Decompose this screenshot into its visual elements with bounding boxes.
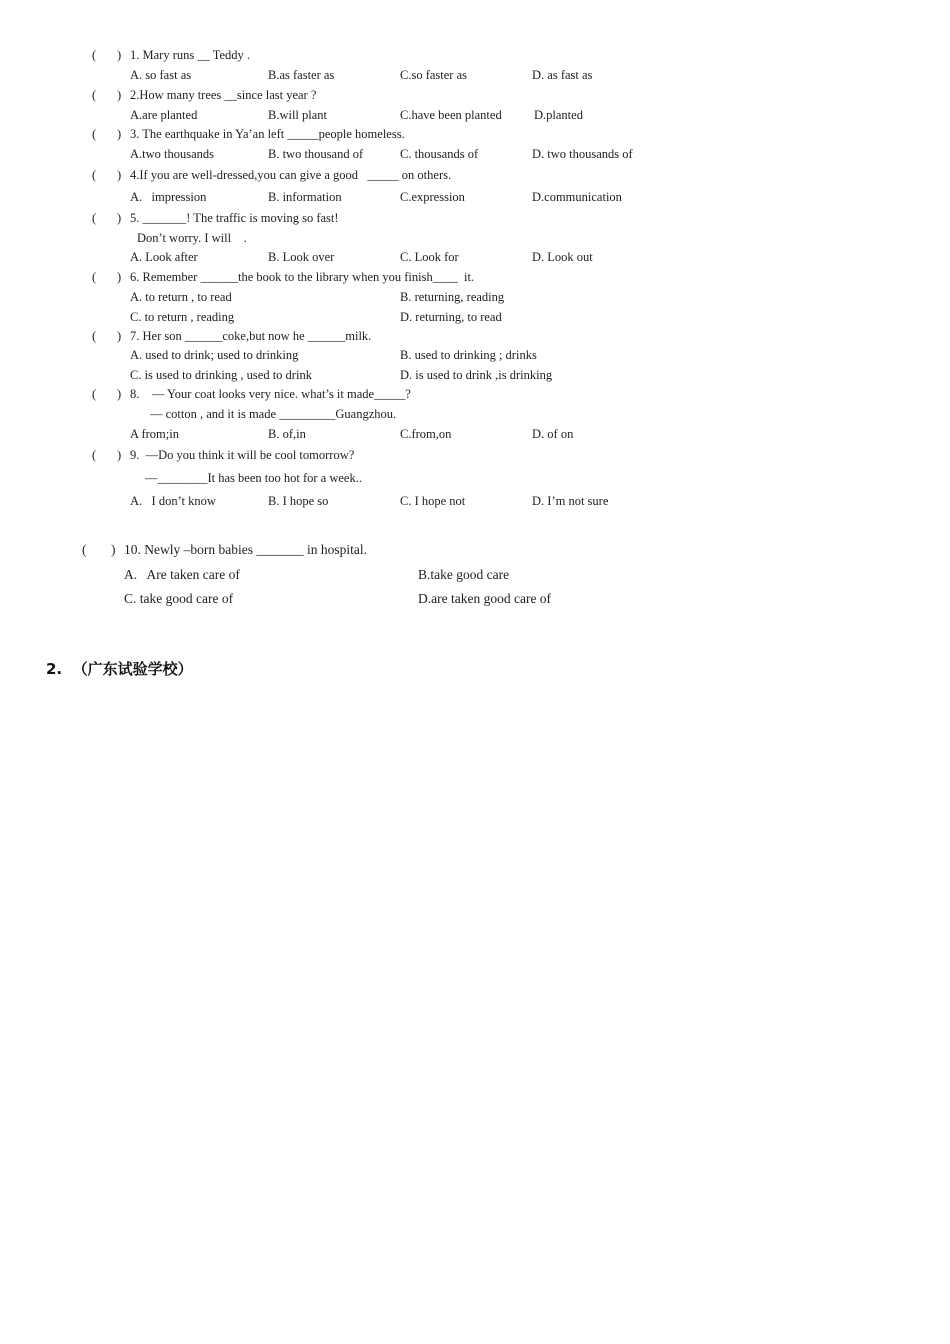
question-2-option-d: D.planted [534, 108, 583, 122]
question-5-option-b: B. Look over [268, 250, 335, 264]
question-10-option-a: A. Are taken care of [124, 567, 240, 582]
question-9-option-a: A. I don’t know [130, 494, 216, 508]
question-3-stem: 3. The earthquake in Ya’an left _____people homeless. [130, 127, 405, 141]
question-2-option-a: A.are planted [130, 108, 198, 122]
answer-paren-open: ( [92, 168, 97, 182]
question-3-option-d: D. two thousands of [532, 147, 633, 161]
question-2-option-b: B.will plant [268, 108, 328, 122]
question-9-response: —________It has been too hot for a week.. [145, 471, 362, 485]
question-3-option-b: B. two thousand of [268, 147, 364, 161]
question-9-stem: 9. —Do you think it will be cool tomorrow? [130, 448, 355, 462]
question-8-option-c: C.from,on [400, 427, 452, 441]
question-1-option-c: C.so faster as [400, 68, 467, 82]
question-8-option-a: A from;in [130, 427, 179, 441]
question-8-option-b: B. of,in [268, 427, 306, 441]
question-4-stem: 4.If you are well-dressed,you can give a good _____ on others. [130, 168, 452, 182]
question-1-option-b: B.as faster as [268, 68, 335, 82]
question-4-option-b: B. information [268, 190, 342, 204]
answer-paren-open: ( [92, 211, 97, 225]
question-7-option-c: C. is used to drinking , used to drink [130, 368, 312, 382]
question-6-option-a: A. to return , to read [130, 290, 232, 304]
question-4-option-c: C.expression [400, 190, 465, 204]
question-3-option-a: A.two thousands [130, 147, 215, 161]
answer-paren-open: ( [92, 387, 97, 401]
answer-paren-close: ) [117, 387, 122, 401]
question-10-option-d: D.are taken good care of [418, 591, 552, 606]
question-6-option-c: C. to return , reading [130, 310, 235, 324]
question-9-option-d: D. I’m not sure [532, 494, 609, 508]
answer-paren-close: ) [117, 448, 122, 462]
question-6-option-b: B. returning, reading [400, 290, 505, 304]
answer-paren-close: ) [117, 88, 122, 102]
question-8-response: — cotton , and it is made _________Guangzhou. [150, 407, 397, 421]
question-7-option-b: B. used to drinking ; drinks [400, 348, 537, 362]
question-7-option-a: A. used to drink; used to drinking [130, 348, 299, 362]
answer-paren-open: ( [82, 542, 87, 557]
question-8-option-d: D. of on [532, 427, 574, 441]
question-7-option-d: D. is used to drink ,is drinking [400, 368, 553, 382]
question-5-option-a: A. Look after [130, 250, 198, 264]
question-10-option-b: B.take good care [418, 567, 510, 582]
question-4-option-a: A. impression [130, 190, 207, 204]
answer-paren-close: ) [111, 542, 116, 557]
answer-paren-close: ) [117, 48, 122, 62]
question-1-option-d: D. as fast as [532, 68, 593, 82]
answer-paren-open: ( [92, 48, 97, 62]
question-6-option-d: D. returning, to read [400, 310, 502, 324]
question-1-option-a: A. so fast as [130, 68, 192, 82]
question-5-stem: 5. _______! The traffic is moving so fast! [130, 211, 339, 225]
answer-paren-close: ) [117, 211, 122, 225]
question-5-response: Don’t worry. I will . [137, 231, 247, 245]
question-8-stem: 8. — Your coat looks very nice. what’s it made_____? [130, 387, 411, 401]
question-4-option-d: D.communication [532, 190, 622, 204]
question-2-option-c: C.have been planted [400, 108, 502, 122]
question-9-option-c: C. I hope not [400, 494, 466, 508]
question-7-stem: 7. Her son ______coke,but now he ______milk. [130, 329, 372, 343]
question-2-stem: 2.How many trees __since last year ? [130, 88, 317, 102]
question-6-stem: 6. Remember ______the book to the library when you finish____ it. [130, 270, 475, 284]
answer-paren-open: ( [92, 88, 97, 102]
question-9-option-b: B. I hope so [268, 494, 329, 508]
question-10-option-c: C. take good care of [124, 591, 234, 606]
answer-paren-close: ) [117, 127, 122, 141]
answer-paren-open: ( [92, 127, 97, 141]
answer-paren-close: ) [117, 329, 122, 343]
question-10-stem: 10. Newly –born babies _______ in hospital. [124, 542, 367, 557]
question-5-option-c: C. Look for [400, 250, 459, 264]
answer-paren-open: ( [92, 329, 97, 343]
answer-paren-close: ) [117, 270, 122, 284]
section-2-heading: 2. （广东试验学校） [46, 660, 193, 678]
question-3-option-c: C. thousands of [400, 147, 479, 161]
answer-paren-close: ) [117, 168, 122, 182]
answer-paren-open: ( [92, 448, 97, 462]
question-5-option-d: D. Look out [532, 250, 593, 264]
question-1-stem: 1. Mary runs __ Teddy . [130, 48, 251, 62]
answer-paren-open: ( [92, 270, 97, 284]
